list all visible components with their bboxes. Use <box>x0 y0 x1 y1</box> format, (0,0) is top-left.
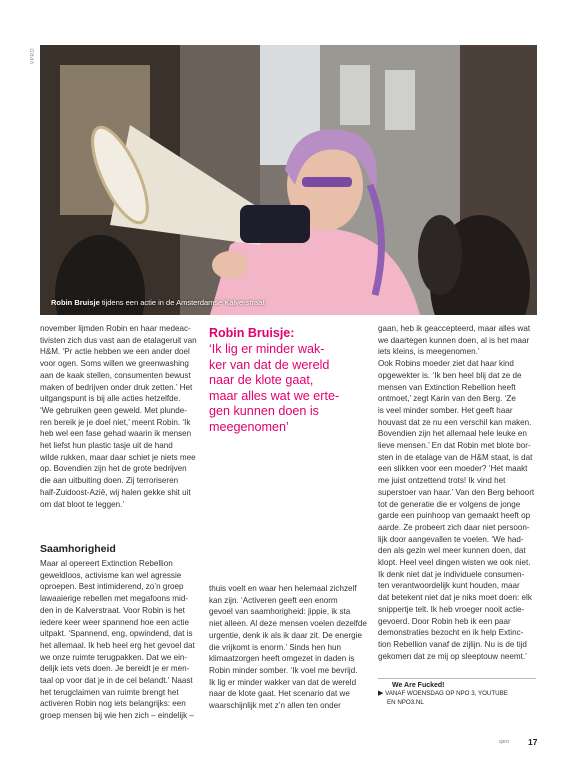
text-line: gevoerd. Door Robin heb ik een paar <box>378 616 511 626</box>
text-line: activeren Robin nog iets belangrijks: een <box>40 699 186 709</box>
quote-text <box>209 342 369 436</box>
text-line: lijk door aangevallen te voelen. ‘We had- <box>378 534 524 544</box>
text-line: aan de kaak stellen, consumenten bewust <box>40 370 191 380</box>
quote-line: meegenomen’ <box>209 419 289 434</box>
text-line: waarschijnlijk met z’n allen ten onder <box>209 701 341 711</box>
text-line: niet alleen. Al deze mensen voelen dezelfde <box>209 619 367 629</box>
photo-credit: VPRO <box>30 48 36 65</box>
text-line: ‘We gebruiken geen geweld. Met plunde- <box>40 405 187 415</box>
quote-line: naar de klote gaat, <box>209 373 314 388</box>
text-line: me juist ontzettend trots! Ik vind het <box>378 476 506 486</box>
text-line: uitpakt. ‘Spannend, eng, opwindend, dat is <box>40 629 193 639</box>
text-line: mensen van Extinction Rebellion heeft <box>378 382 516 392</box>
text-line: delijk iets vets doen. Je bereidt je er men- <box>40 664 190 674</box>
text-line: sten in de etalage van de H&M staat, is dat <box>378 452 533 462</box>
text-line: een slikken voor een moeder? ‘Het maakt <box>378 464 528 474</box>
text-line: het allemaal. Ik heb heel erg het gevoel dat <box>40 640 195 650</box>
text-line: den in de Kalverstraat. Voor Robin is het <box>40 605 185 615</box>
text-line: november lijmden Robin en haar medeac- <box>40 324 191 333</box>
text-line: Bovendien zijn het allemaal hele leuke en <box>378 429 527 439</box>
text-line: naar de klote gaat. Het scenario dat we <box>209 689 350 699</box>
text-line: ren bereik je je doel niet,’ meent Robin. ‘Ik <box>40 417 191 427</box>
text-line: urgentie, denk ik als ik daar zit. De energie <box>209 630 362 640</box>
text-line: H&M. ‘Pr actie hebben we een ander doel <box>40 347 190 357</box>
article-photo <box>40 45 537 315</box>
text-line: superstoer van haar.’ Van den Berg behoort <box>378 487 535 497</box>
tv-info-box <box>378 678 536 707</box>
text-line: half-Zuidoost-Azië, wij halen gekke shit uit <box>40 487 191 497</box>
text-line: lieve mensen.’ En dat Robin met blote bor- <box>378 441 531 451</box>
text-line: ten verantwoordelijk kunt houden, maar <box>378 581 520 591</box>
text-line: op. Bovendien zijn het de grote bedrijven <box>40 464 187 474</box>
text-line: om dat bloot te leggen.’ <box>40 499 125 509</box>
text-line: voor ogen. Soms willen we greenwashing <box>40 359 189 369</box>
column-2 <box>209 583 367 712</box>
text-line: thuis voelt en waar hen helemaal zichzelf <box>209 584 357 593</box>
show-title: We Are Fucked! <box>392 682 445 689</box>
photo-illustration <box>40 45 537 315</box>
text-line: Maar al opereert Extinction Rebellion <box>40 559 173 568</box>
text-line: heb wel een fase gehad waarin ik mensen <box>40 429 192 439</box>
text-line: uitgangspunt is bij alle acties hetzelfde. <box>40 394 181 404</box>
play-triangle-icon: ▶ <box>378 690 384 697</box>
text-line: Ik lig er minder wakker van dat de wereld <box>209 677 357 687</box>
text-line: demonstraties bezocht en ik help Extinc- <box>378 628 524 638</box>
text-line: kan zijn. ‘Activeren geeft een enorm <box>209 595 338 605</box>
text-line: die vrijkomt is enorm.’ Sinds hen hun <box>209 642 341 652</box>
text-line: Ook Robins moeder ziet dat haar kind <box>378 359 514 369</box>
text-line: we daartegen kunnen doen, al is het maar <box>378 335 530 345</box>
text-line: Ik denk niet dat je individuele consumen- <box>378 569 525 579</box>
text-line: den als gezin wel meer kunnen doen, dat <box>378 546 526 556</box>
text-line: ontmoet,’ zegt Karin van den Berg. ‘Ze <box>378 394 516 404</box>
text-line: het terugclaimen van ruimte brengt het <box>40 687 179 697</box>
broadcast-line-2: EN NPO3.NL <box>387 699 424 706</box>
column-1-continued <box>40 558 198 722</box>
text-line: taal op voor dat je in de cel belandt.’ Naast <box>40 676 193 686</box>
caption-name: Robin Bruisje <box>51 298 100 307</box>
quote-line: gen kunnen doen is <box>209 404 319 419</box>
text-line: snippertje telt. Ik heb vroeger nooit actie- <box>378 604 525 614</box>
text-line: is veel minder somber. Het geeft haar <box>378 405 513 415</box>
text-line: klimaatzorgen heeft omgezet in daden is <box>209 654 355 664</box>
text-line: garde een puinhoop van gemaakt heeft op <box>378 511 531 521</box>
text-line: gevoel van saamhorigheid: jippie, ik sta <box>209 607 351 617</box>
subheading: Saamhorigheid <box>40 543 116 555</box>
text-line: Robin minder somber. ‘Ik voel me bevrijd. <box>209 665 358 675</box>
pull-quote <box>209 326 369 436</box>
text-line: groep mensen bij wie hen zich – eindelijk – <box>40 711 194 721</box>
text-line: tivisten zich dus vast aan de etalageruit van <box>40 335 197 345</box>
caption-text: tijdens een actie in de Amsterdamse Kalverstraat <box>99 298 265 307</box>
quote-name: Robin Bruisje: <box>209 326 295 340</box>
quote-line: maar alles wat we erte- <box>209 388 340 403</box>
text-line: lawaaierige rebellen met megafoons mid- <box>40 594 189 604</box>
text-line: opgewekter is. ‘Ik ben heel blij dat ze de <box>378 370 522 380</box>
text-line: klopt. Heel veel dingen wisten we ook niet. <box>378 558 531 568</box>
text-line: oproepen. Best intimiderend, zo’n groep <box>40 582 184 592</box>
text-line: wilde rukken, maar daar schiet je niets mee <box>40 452 196 462</box>
photo-caption <box>51 298 264 307</box>
text-line: tion Rebellion vanaf de zijlijn. Nu is de tijd <box>378 639 527 649</box>
text-line: gaan, heb ik geaccepteerd, maar alles wat <box>378 324 531 333</box>
text-line: houvast dat ze nu een verschil kan maken. <box>378 417 532 427</box>
text-line: we onze ruimte terugpakken. Dat we ein- <box>40 652 188 662</box>
broadcast-info <box>378 689 536 698</box>
text-line: iets kleins, is meegenomen.’ <box>378 347 480 357</box>
text-line: het liefst hun plastic tasje uit de hand <box>40 441 173 451</box>
text-line: die aan uitbuiting doen. Zij terroriseren <box>40 476 179 486</box>
page-number: 17 <box>528 737 538 747</box>
text-line: geweldloos, activisme kan wel agressie <box>40 570 182 580</box>
text-line: aarde. Ze probeert zich daar niet persoon- <box>378 522 530 532</box>
text-line: maken of bedrijven onder druk zetten.’ Het <box>40 382 193 392</box>
quote-line: ‘Ik lig er minder wak- <box>209 342 325 356</box>
quote-line: ker van dat de wereld <box>209 357 330 372</box>
text-line: iedere keer weer spannend hoe een actie <box>40 617 189 627</box>
broadcast-line-1: VANAF WOENSDAG OP NPO 3, YOUTUBE <box>385 690 508 697</box>
magazine-mark: vpro <box>499 739 509 745</box>
column-1 <box>40 323 198 510</box>
text-line: gekomen dat ze mij op sleeptouw neemt.’ <box>378 651 527 661</box>
text-line: dat betekent niet dat je niks moet doen: elk <box>378 593 532 603</box>
text-line: tot de generatie die er volgens de jonge <box>378 499 521 509</box>
column-3 <box>378 323 536 662</box>
